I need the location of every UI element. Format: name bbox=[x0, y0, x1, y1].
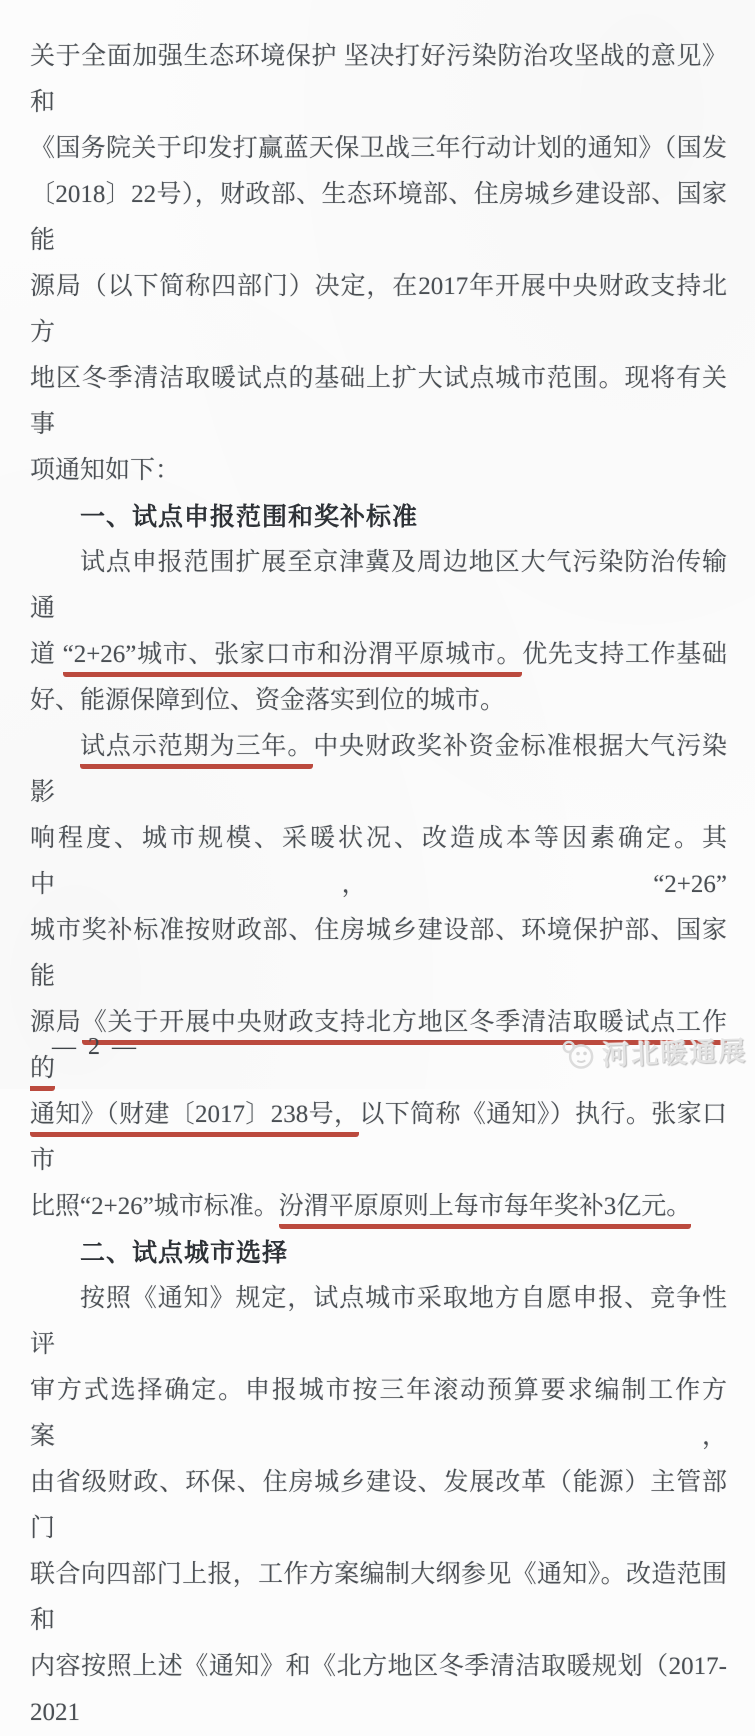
red-underlined-text: 通知》（财建〔2017〕238号， bbox=[30, 1101, 359, 1137]
line-text: 响程度、城市规模、采暖状况、改造成本等因素确定。其中，“2+26” bbox=[30, 825, 727, 898]
line-text: 比照“2+26”城市标准。 bbox=[30, 1193, 279, 1220]
doc-line bbox=[30, 34, 727, 126]
line-text: 由省级财政、环保、住房城乡建设、发展改革（能源）主管部门 bbox=[30, 1469, 727, 1542]
line-text: 试点申报范围扩展至京津冀及周边地区大气污染防治传输通 bbox=[30, 549, 727, 622]
line-text: 好、能源保障到位、资金落实到位的城市。 bbox=[30, 687, 506, 714]
line-text: 以下简称《通知》）执行。张家口市 bbox=[30, 1101, 727, 1174]
doc-line bbox=[30, 448, 727, 494]
line-text: 项通知如下： bbox=[30, 457, 181, 484]
doc-line bbox=[30, 678, 727, 724]
doc-line bbox=[30, 1460, 727, 1552]
red-underlined-text: 汾渭平原原则上每市每年奖补3亿元。 bbox=[279, 1193, 692, 1229]
doc-line bbox=[30, 632, 727, 678]
red-underlined-text: “2+26”城市、张家口市和汾渭平原城市。 bbox=[63, 641, 523, 677]
doc-line bbox=[30, 724, 727, 816]
line-text: 优先支持工作基础 bbox=[522, 641, 727, 668]
line-text: 《国务院关于印发打赢蓝天保卫战三年行动计划的通知》（国发 bbox=[30, 135, 727, 162]
page-number: — 2 — bbox=[52, 1034, 139, 1060]
doc-line bbox=[30, 1184, 727, 1230]
doc-line bbox=[30, 126, 727, 172]
doc-line bbox=[30, 540, 727, 632]
line-text: 审方式选择确定。申报城市按三年滚动预算要求编制工作方案， bbox=[30, 1377, 727, 1450]
doc-line bbox=[30, 1368, 727, 1460]
line-text: 联合向四部门上报，工作方案编制大纲参见《通知》。改造范围和 bbox=[30, 1561, 727, 1634]
heading-text: 一、试点申报范围和奖补标准 bbox=[80, 503, 419, 531]
doc-line bbox=[30, 1276, 727, 1368]
red-underlined-text: 《关于开展中央财政支持北方地区冬季清洁取暖试点工作的 bbox=[30, 1009, 727, 1091]
line-text: 源局（以下简称四部门）决定，在2017年开展中央财政支持北方 bbox=[30, 273, 727, 346]
watermark-text: 河北暖通展 bbox=[601, 1035, 748, 1071]
line-text: 内容按照上述《通知》和《北方地区冬季清洁取暖规划（2017-2021 bbox=[30, 1653, 727, 1726]
red-underlined-text: 试点示范期为三年。 bbox=[80, 733, 313, 769]
doc-line bbox=[30, 356, 727, 448]
document-body bbox=[30, 34, 727, 1736]
line-text: 道 bbox=[30, 641, 63, 668]
line-text: 地区冬季清洁取暖试点的基础上扩大试点城市范围。现将有关事 bbox=[30, 365, 727, 438]
line-text: 〔2018〕22号），财政部、生态环境部、住房城乡建设部、国家能 bbox=[30, 181, 727, 254]
doc-line bbox=[30, 1644, 727, 1736]
doc-line bbox=[30, 1552, 727, 1644]
doc-line bbox=[30, 816, 727, 908]
doc-line bbox=[30, 908, 727, 1000]
section-heading-2 bbox=[30, 1230, 727, 1276]
doc-line bbox=[30, 172, 727, 264]
line-text: 按照《通知》规定，试点城市采取地方自愿申报、竞争性评 bbox=[30, 1285, 727, 1358]
line-text: 城市奖补标准按财政部、住房城乡建设部、环境保护部、国家能 bbox=[30, 917, 727, 990]
line-text: 中央财政奖补资金标准根据大气污染影 bbox=[30, 733, 727, 806]
line-text: 关于全面加强生态环境保护 坚决打好污染防治攻坚战的意见》和 bbox=[30, 43, 727, 116]
section-heading-1 bbox=[30, 494, 727, 540]
doc-line bbox=[30, 1092, 727, 1184]
heading-text: 二、试点城市选择 bbox=[80, 1239, 289, 1267]
line-text: 源局 bbox=[30, 1009, 82, 1036]
doc-line bbox=[30, 264, 727, 356]
